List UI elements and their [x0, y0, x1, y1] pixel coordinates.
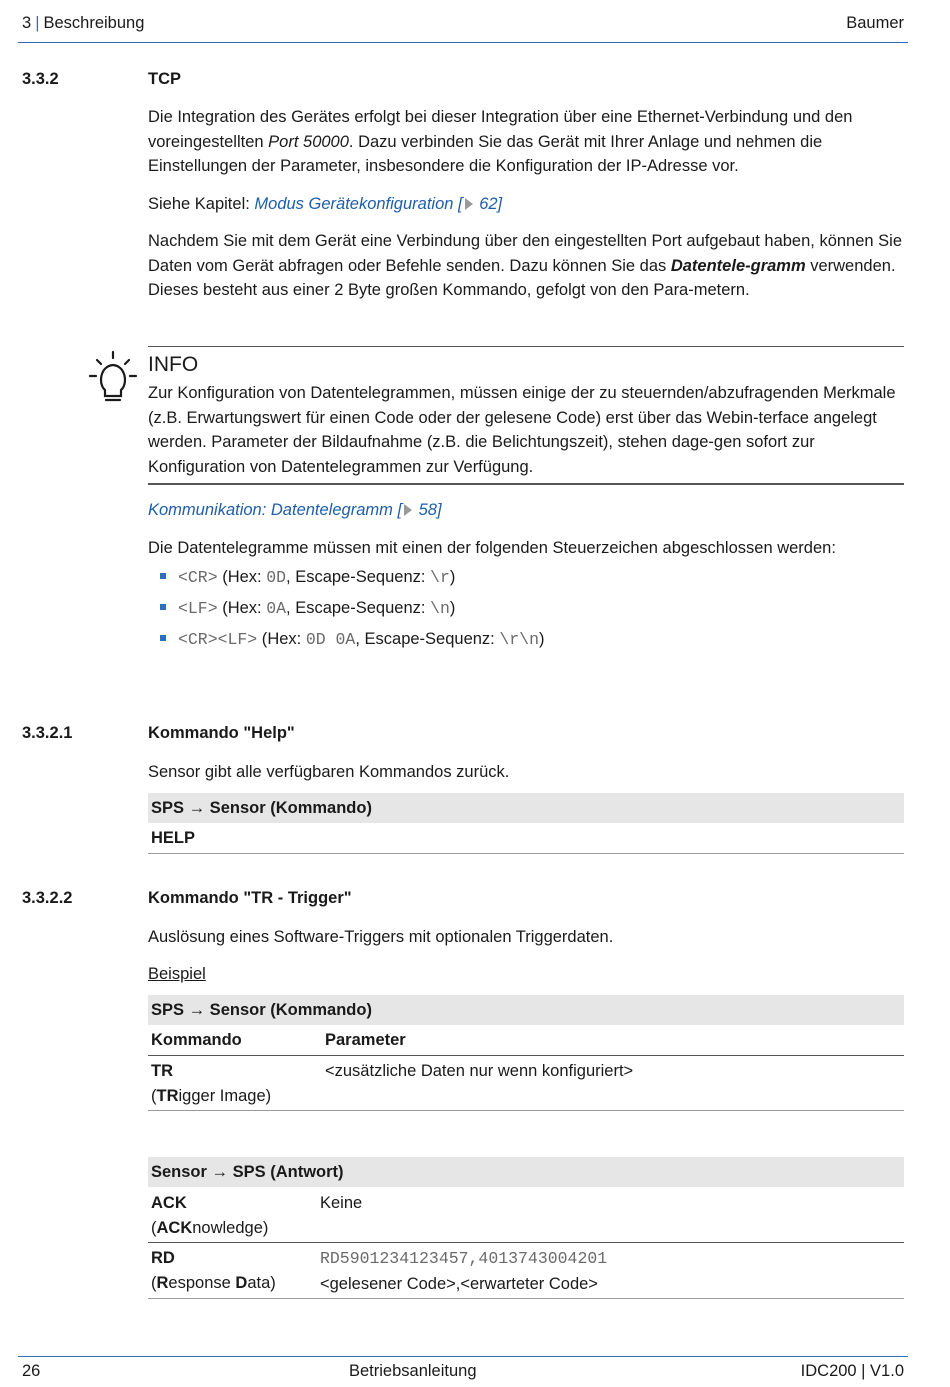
footer-product: IDC200 | V1.0 [800, 1362, 904, 1380]
section-paragraph-1 [148, 105, 904, 179]
header-divider [18, 42, 908, 43]
lightbulb-icon [86, 350, 140, 411]
term-esc: \r [430, 568, 450, 587]
page-header [22, 14, 904, 38]
term-code: <CR> [178, 568, 218, 587]
header-separator: | [35, 14, 40, 32]
term-code: <LF> [178, 599, 218, 618]
hex-label: Hex: [227, 599, 267, 617]
ack-value: Keine [320, 1194, 363, 1212]
table-rule [148, 1298, 904, 1299]
ack-expansion: nowledge) [192, 1218, 269, 1237]
p2-text-a: Nachdem Sie mit dem Gerät eine Verbindung über den eingestellten Port aufgebaut haben, können Sie Daten vom Gerät abfragen oder Befehle senden. Dazu können Sie das [148, 232, 903, 275]
p2-text-b: verwenden. Dieses besteht aus einer 2 Byte großen Kommando, gefolgt von den Para-metern. [148, 256, 896, 300]
info-title: INFO [148, 353, 199, 376]
rd-text-1: esponse [168, 1273, 236, 1292]
example-label: Beispiel [148, 965, 206, 983]
p1-text-a: Die Integration des Gerätes erfolgt bei dieser Integration über eine Ethernet-Verbindung und den voreingestellten [148, 108, 853, 151]
rd-format: <gelesener Code>,<erwarteter Code> [320, 1274, 598, 1293]
trigger-description: Auslösung eines Software-Triggers mit optionalen Triggerdaten. [148, 928, 614, 946]
rd-name: RD [151, 1249, 175, 1267]
cmd-name: TR [151, 1062, 173, 1080]
section-number: 3.3.2 [22, 70, 59, 88]
cmd-abbrev: TR [156, 1086, 179, 1105]
help-table-header: SPS → Sensor (Kommando) [148, 793, 904, 823]
bullet-icon [160, 635, 166, 641]
esc-label: Escape-Sequenz: [295, 599, 431, 617]
subsection-number: 3.3.2.2 [22, 889, 73, 907]
table-rule [148, 1242, 904, 1243]
chapter-title: Beschreibung [43, 14, 145, 32]
cmd-cell: TR (TRigger Image) [151, 1062, 272, 1105]
chapter-number: 3 [22, 14, 32, 32]
info-bottom-rule [148, 483, 904, 485]
header-brand: Baumer [846, 14, 904, 32]
esc-label: Escape-Sequenz: [295, 568, 431, 586]
p1-text-b: . Dazu verbinden Sie das Gerät mit Ihrer Anlage und nehmen die Einstellungen der Parameter, insbesondere die Konfiguration der IP-Adresse vor. [148, 132, 823, 176]
p2-bold-term: Datentele-gramm [670, 256, 806, 275]
link-page: 62] [474, 195, 503, 213]
page-arrow-icon [404, 504, 412, 516]
link2-page: 58] [414, 501, 442, 519]
rd-letter-r: R [156, 1273, 169, 1292]
term-hex: 0D 0A [305, 630, 356, 649]
col-header-kommando: Kommando [151, 1031, 242, 1049]
page-footer [22, 1362, 904, 1386]
help-command-cell: HELP [151, 829, 196, 847]
term-code: <CR><LF> [178, 630, 258, 649]
see-prefix: Siehe Kapitel: [148, 195, 255, 213]
bullet-icon [160, 604, 166, 610]
subsection-title: Kommando "TR - Trigger" [148, 889, 352, 907]
term-esc: \n [430, 599, 450, 618]
param-cell: <zusätzliche Daten nur wenn konfiguriert> [325, 1062, 634, 1080]
terminators-intro: Die Datentelegramme müssen mit einen der folgenden Steuerzeichen abgeschlossen werden: [148, 539, 836, 557]
rd-text-2: ata) [247, 1273, 276, 1292]
col-header-parameter: Parameter [325, 1031, 406, 1049]
term-hex: 0A [266, 599, 287, 618]
table-rule [148, 1110, 904, 1111]
page-number: 26 [22, 1362, 41, 1380]
see-chapter-line [148, 192, 904, 217]
rd-letter-d: D [235, 1273, 248, 1292]
info-text: Zur Konfiguration von Datentelegrammen, müssen einige der zu steuernden/abzufragenden Merkmale (z.B. Erwartungswert für einen Code oder der gelesene Code) erst über das Webin-terface angelegt werden. Parameter der Bildaufnahme (z.B. die Belichtungszeit), stehen dage-gen sofort zur Konfiguration von Datentelegrammen zur Verfügung. [148, 384, 896, 476]
footer-doc-title: Betriebsanleitung [349, 1362, 477, 1380]
subsection-number: 3.3.2.1 [22, 724, 73, 742]
ack-name: ACK [151, 1194, 187, 1212]
rd-example: RD5901234123457,4013743004201 [320, 1249, 608, 1268]
page-arrow-icon [465, 198, 473, 210]
table-rule [148, 1055, 904, 1056]
term-esc: \r\n [499, 630, 539, 649]
cmd-expansion: igger Image) [178, 1086, 272, 1105]
link-text: Modus Gerätekonfiguration [ [254, 195, 463, 213]
footer-divider [18, 1356, 908, 1357]
list-item: <CR><LF> (Hex: 0D 0A, Escape-Sequenz: \r\n) [160, 627, 900, 652]
info-top-rule [148, 346, 904, 347]
bullet-icon [160, 573, 166, 579]
section-title: TCP [148, 70, 181, 88]
hex-label: Hex: [267, 630, 306, 648]
term-hex: 0D [266, 568, 287, 587]
ack-abbrev: ACK [156, 1218, 193, 1237]
link-modus-geraetekonfiguration[interactable] [254, 195, 502, 213]
rd-value-cell [320, 1246, 607, 1296]
header-chapter [22, 14, 144, 33]
cmd-table-header: SPS → Sensor (Kommando) [148, 995, 904, 1025]
resp-table-header: Sensor → SPS (Antwort) [148, 1157, 904, 1187]
rd-cell: RD (Response Data) [151, 1249, 276, 1292]
section-paragraph-2 [148, 229, 904, 303]
ack-cell: ACK (ACKnowledge) [151, 1194, 269, 1237]
link2-text: Kommunikation: Datentelegramm [ [148, 501, 403, 519]
link-kommunikation-datentelegramm[interactable] [148, 498, 904, 523]
subsection-title: Kommando "Help" [148, 724, 295, 742]
esc-label: Escape-Sequenz: [364, 630, 500, 648]
table-rule [148, 853, 904, 854]
list-item: <CR> (Hex: 0D, Escape-Sequenz: \r) [160, 565, 900, 590]
list-item: <LF> (Hex: 0A, Escape-Sequenz: \n) [160, 596, 900, 621]
help-description: Sensor gibt alle verfügbaren Kommandos zurück. [148, 763, 510, 781]
p1-port: Port 50000 [268, 132, 349, 151]
hex-label: Hex: [227, 568, 267, 586]
